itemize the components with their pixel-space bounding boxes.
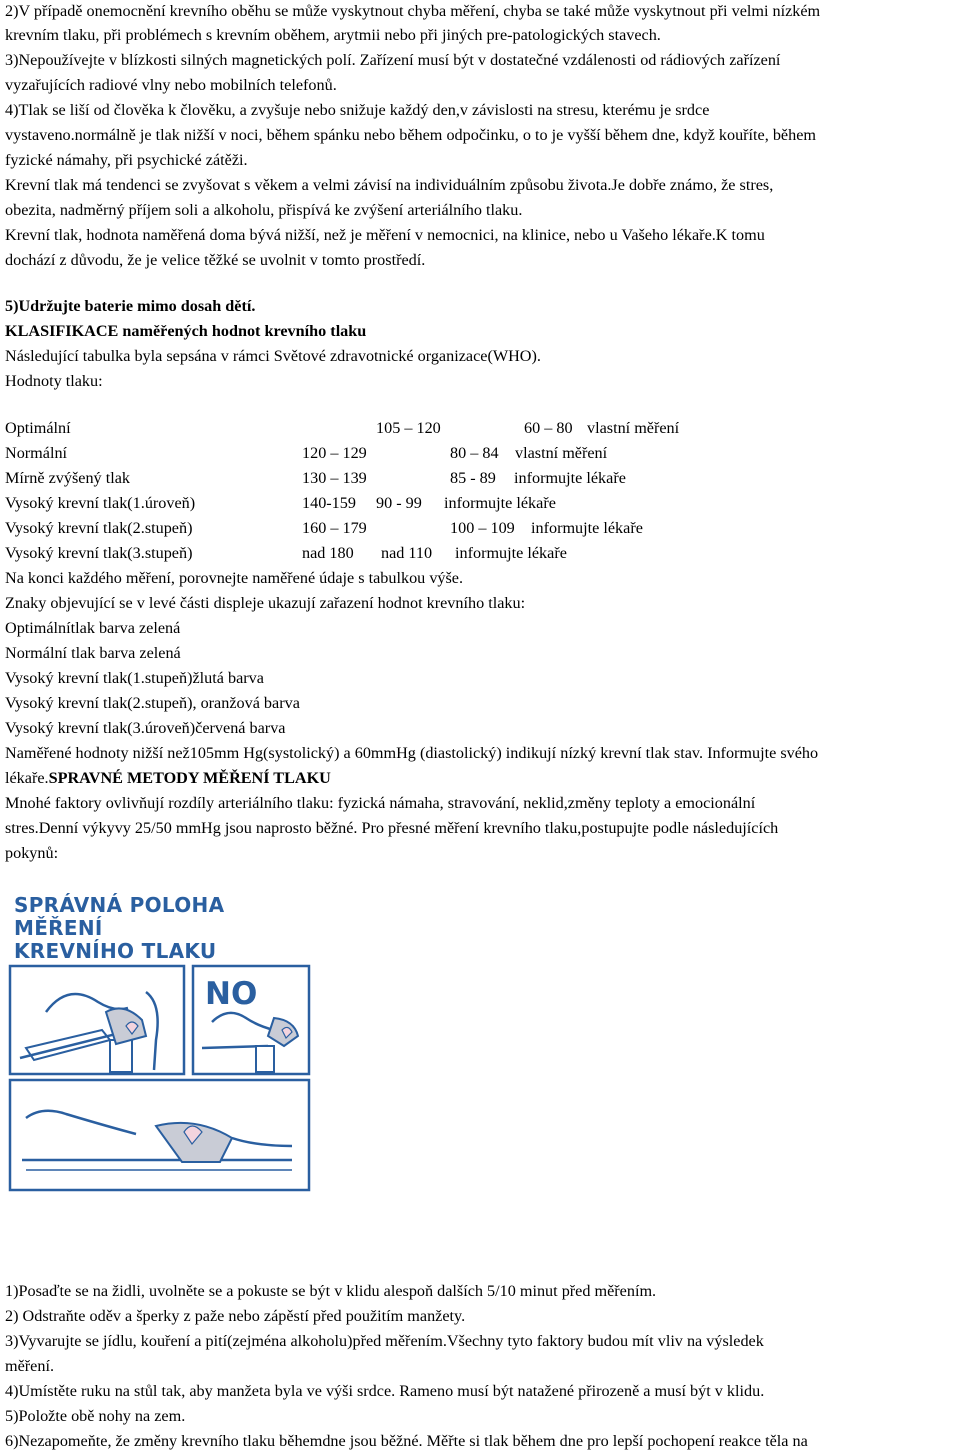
diastolic-range: 90 - 99 xyxy=(376,494,422,512)
figure-illustration xyxy=(6,880,314,1197)
paragraph-line: Normální tlak barva zelená xyxy=(5,644,181,662)
correct-lying-panel xyxy=(10,1080,309,1190)
row-note: vlastní měření xyxy=(515,444,608,462)
systolic-range: 105 – 120 xyxy=(376,419,441,437)
row-note: informujte lékaře xyxy=(455,544,567,562)
paragraph-line: 4)Tlak se liší od člověka k člověku, a zvyšuje nebo snižuje každý den,v závislosti na stresu, kterému je srdce xyxy=(5,101,710,119)
table-intro: Následující tabulka byla sepsána v rámci Světové zdravotnické organizace(WHO). xyxy=(5,347,541,365)
diastolic-range: 80 – 84 xyxy=(450,444,499,462)
category-label: Mírně zvýšený tlak xyxy=(5,469,130,487)
table-row xyxy=(5,541,955,565)
figure-title-line1: SPRÁVNÁ POLOHA MĚŘENÍ xyxy=(14,893,225,940)
correct-sitting-panel xyxy=(10,966,184,1074)
table-row xyxy=(5,491,955,515)
paragraph-line: dochází z důvodu, že je velice těžké se uvolnit v tomto prostředí. xyxy=(5,251,426,269)
diastolic-range: 85 - 89 xyxy=(450,469,496,487)
classification-heading: KLASIFIKACE naměřených hodnot krevního tlaku xyxy=(5,322,367,340)
methods-heading: SPRAVNÉ METODY MĚŘENÍ TLAKU xyxy=(48,769,331,787)
category-label: Vysoký krevní tlak(1.úroveň) xyxy=(5,494,196,512)
methods-prefix: lékaře. xyxy=(5,769,49,787)
step-line: měření. xyxy=(5,1357,54,1375)
systolic-range: 140-159 xyxy=(302,494,356,512)
paragraph-line: Naměřené hodnoty nižší než105mm Hg(systolický) a 60mmHg (diastolický) indikují nízký krevní tlak stav. Informujte svého xyxy=(5,744,819,762)
incorrect-sitting-panel xyxy=(193,966,309,1074)
battery-warning: 5)Udržujte baterie mimo dosah dětí. xyxy=(5,297,256,315)
figure-title-line2: KREVNÍHO TLAKU xyxy=(14,939,217,963)
step-line: 2) Odstraňte oděv a šperky z paže nebo zápěstí před použitím manžety. xyxy=(5,1307,466,1325)
diastolic-range: 60 – 80 xyxy=(524,419,573,437)
paragraph-line: Vysoký krevní tlak(3.úroveň)červená barva xyxy=(5,719,286,737)
systolic-range: 120 – 129 xyxy=(302,444,367,462)
diastolic-range: 100 – 109 xyxy=(450,519,515,537)
methods-line xyxy=(5,767,331,789)
row-note: informujte lékaře xyxy=(531,519,643,537)
paragraph-line: Znaky objevující se v levé části displeje ukazují zařazení hodnot krevního tlaku: xyxy=(5,594,526,612)
row-note: informujte lékaře xyxy=(444,494,556,512)
table-row xyxy=(5,516,955,540)
paragraph-line: Mnohé faktory ovlivňují rozdíly arteriálního tlaku: fyzická námaha, stravování, neklid,změny teploty a emocionální xyxy=(5,794,756,812)
paragraph-line: krevním tlaku, při problémech s krevním oběhem, arytmii nebo při jiných pre-patologických stavech. xyxy=(5,26,661,44)
systolic-range: 160 – 179 xyxy=(302,519,367,537)
step-line: 4)Umístěte ruku na stůl tak, aby manžeta byla ve výši srdce. Rameno musí být natažené přirozeně a musí být v klidu. xyxy=(5,1382,765,1400)
no-label: NO xyxy=(205,976,258,1012)
paragraph-line: vyzařujících radiové vlny nebo mobilních telefonů. xyxy=(5,76,337,94)
paragraph-line: Vysoký krevní tlak(2.stupeň), oranžová barva xyxy=(5,694,300,712)
table-row xyxy=(5,466,955,490)
paragraph-line: Optimálnítlak barva zelená xyxy=(5,619,181,637)
row-note: informujte lékaře xyxy=(514,469,626,487)
paragraph-line: pokynů: xyxy=(5,844,59,862)
category-label: Optimální xyxy=(5,419,71,437)
table-row xyxy=(5,441,955,465)
measurement-position-figure xyxy=(6,880,314,1197)
table-row xyxy=(5,416,955,440)
paragraph-line: 2)V případě onemocnění krevního oběhu se může vyskytnout chyba měření, chyba se také může vyskytnout při velmi nízkém xyxy=(5,2,821,20)
systolic-range: nad 180 xyxy=(302,544,354,562)
paragraph-line: 3)Nepoužívejte v blízkosti silných magnetických polí. Zařízení musí být v dostatečné vzdálenosti od rádiových zařízení xyxy=(5,51,781,69)
paragraph-line: Vysoký krevní tlak(1.stupeň)žlutá barva xyxy=(5,669,264,687)
paragraph-line: Na konci každého měření, porovnejte naměřené údaje s tabulkou výše. xyxy=(5,569,464,587)
values-label: Hodnoty tlaku: xyxy=(5,372,103,390)
systolic-range: 130 – 139 xyxy=(302,469,367,487)
step-line: 3)Vyvarujte se jídlu, kouření a pití(zejména alkoholu)před měřením.Všechny tyto faktory budou mít vliv na výsledek xyxy=(5,1332,764,1350)
category-label: Normální xyxy=(5,444,68,462)
paragraph-line: Krevní tlak, hodnota naměřená doma bývá nižší, než je měření v nemocnici, na klinice, nebo u Vašeho lékaře.K tomu xyxy=(5,226,765,244)
row-note: vlastní měření xyxy=(587,419,680,437)
paragraph-line: fyzické námahy, při psychické zátěži. xyxy=(5,151,248,169)
category-label: Vysoký krevní tlak(3.stupeň) xyxy=(5,544,193,562)
step-line: 5)Položte obě nohy na zem. xyxy=(5,1407,186,1425)
paragraph-line: stres.Denní výkyvy 25/50 mmHg jsou naprosto běžné. Pro přesné měření krevního tlaku,postupujte podle následujících xyxy=(5,819,779,837)
step-line: 6)Nezapomeňte, že změny krevního tlaku běhemdne jsou běžné. Měřte si tlak během dne pro lepší pochopení reakce těla na xyxy=(5,1432,808,1450)
paragraph-line: Krevní tlak má tendenci se zvyšovat s věkem a velmi závisí na individuálním způsobu života.Je dobře známo, že stres, xyxy=(5,176,774,194)
paragraph-line: vystaveno.normálně je tlak nižší v noci, během spánku nebo během odpočinku, o to je vyšší během dne, když kouříte, během xyxy=(5,126,816,144)
step-line: 1)Posaďte se na židli, uvolněte se a pokuste se být v klidu alespoň dalších 5/10 minut před měřením. xyxy=(5,1282,657,1300)
category-label: Vysoký krevní tlak(2.stupeň) xyxy=(5,519,193,537)
diastolic-range: nad 110 xyxy=(381,544,433,562)
paragraph-line: obezita, nadměrný příjem soli a alkoholu, přispívá ke zvýšení arteriálního tlaku. xyxy=(5,201,523,219)
